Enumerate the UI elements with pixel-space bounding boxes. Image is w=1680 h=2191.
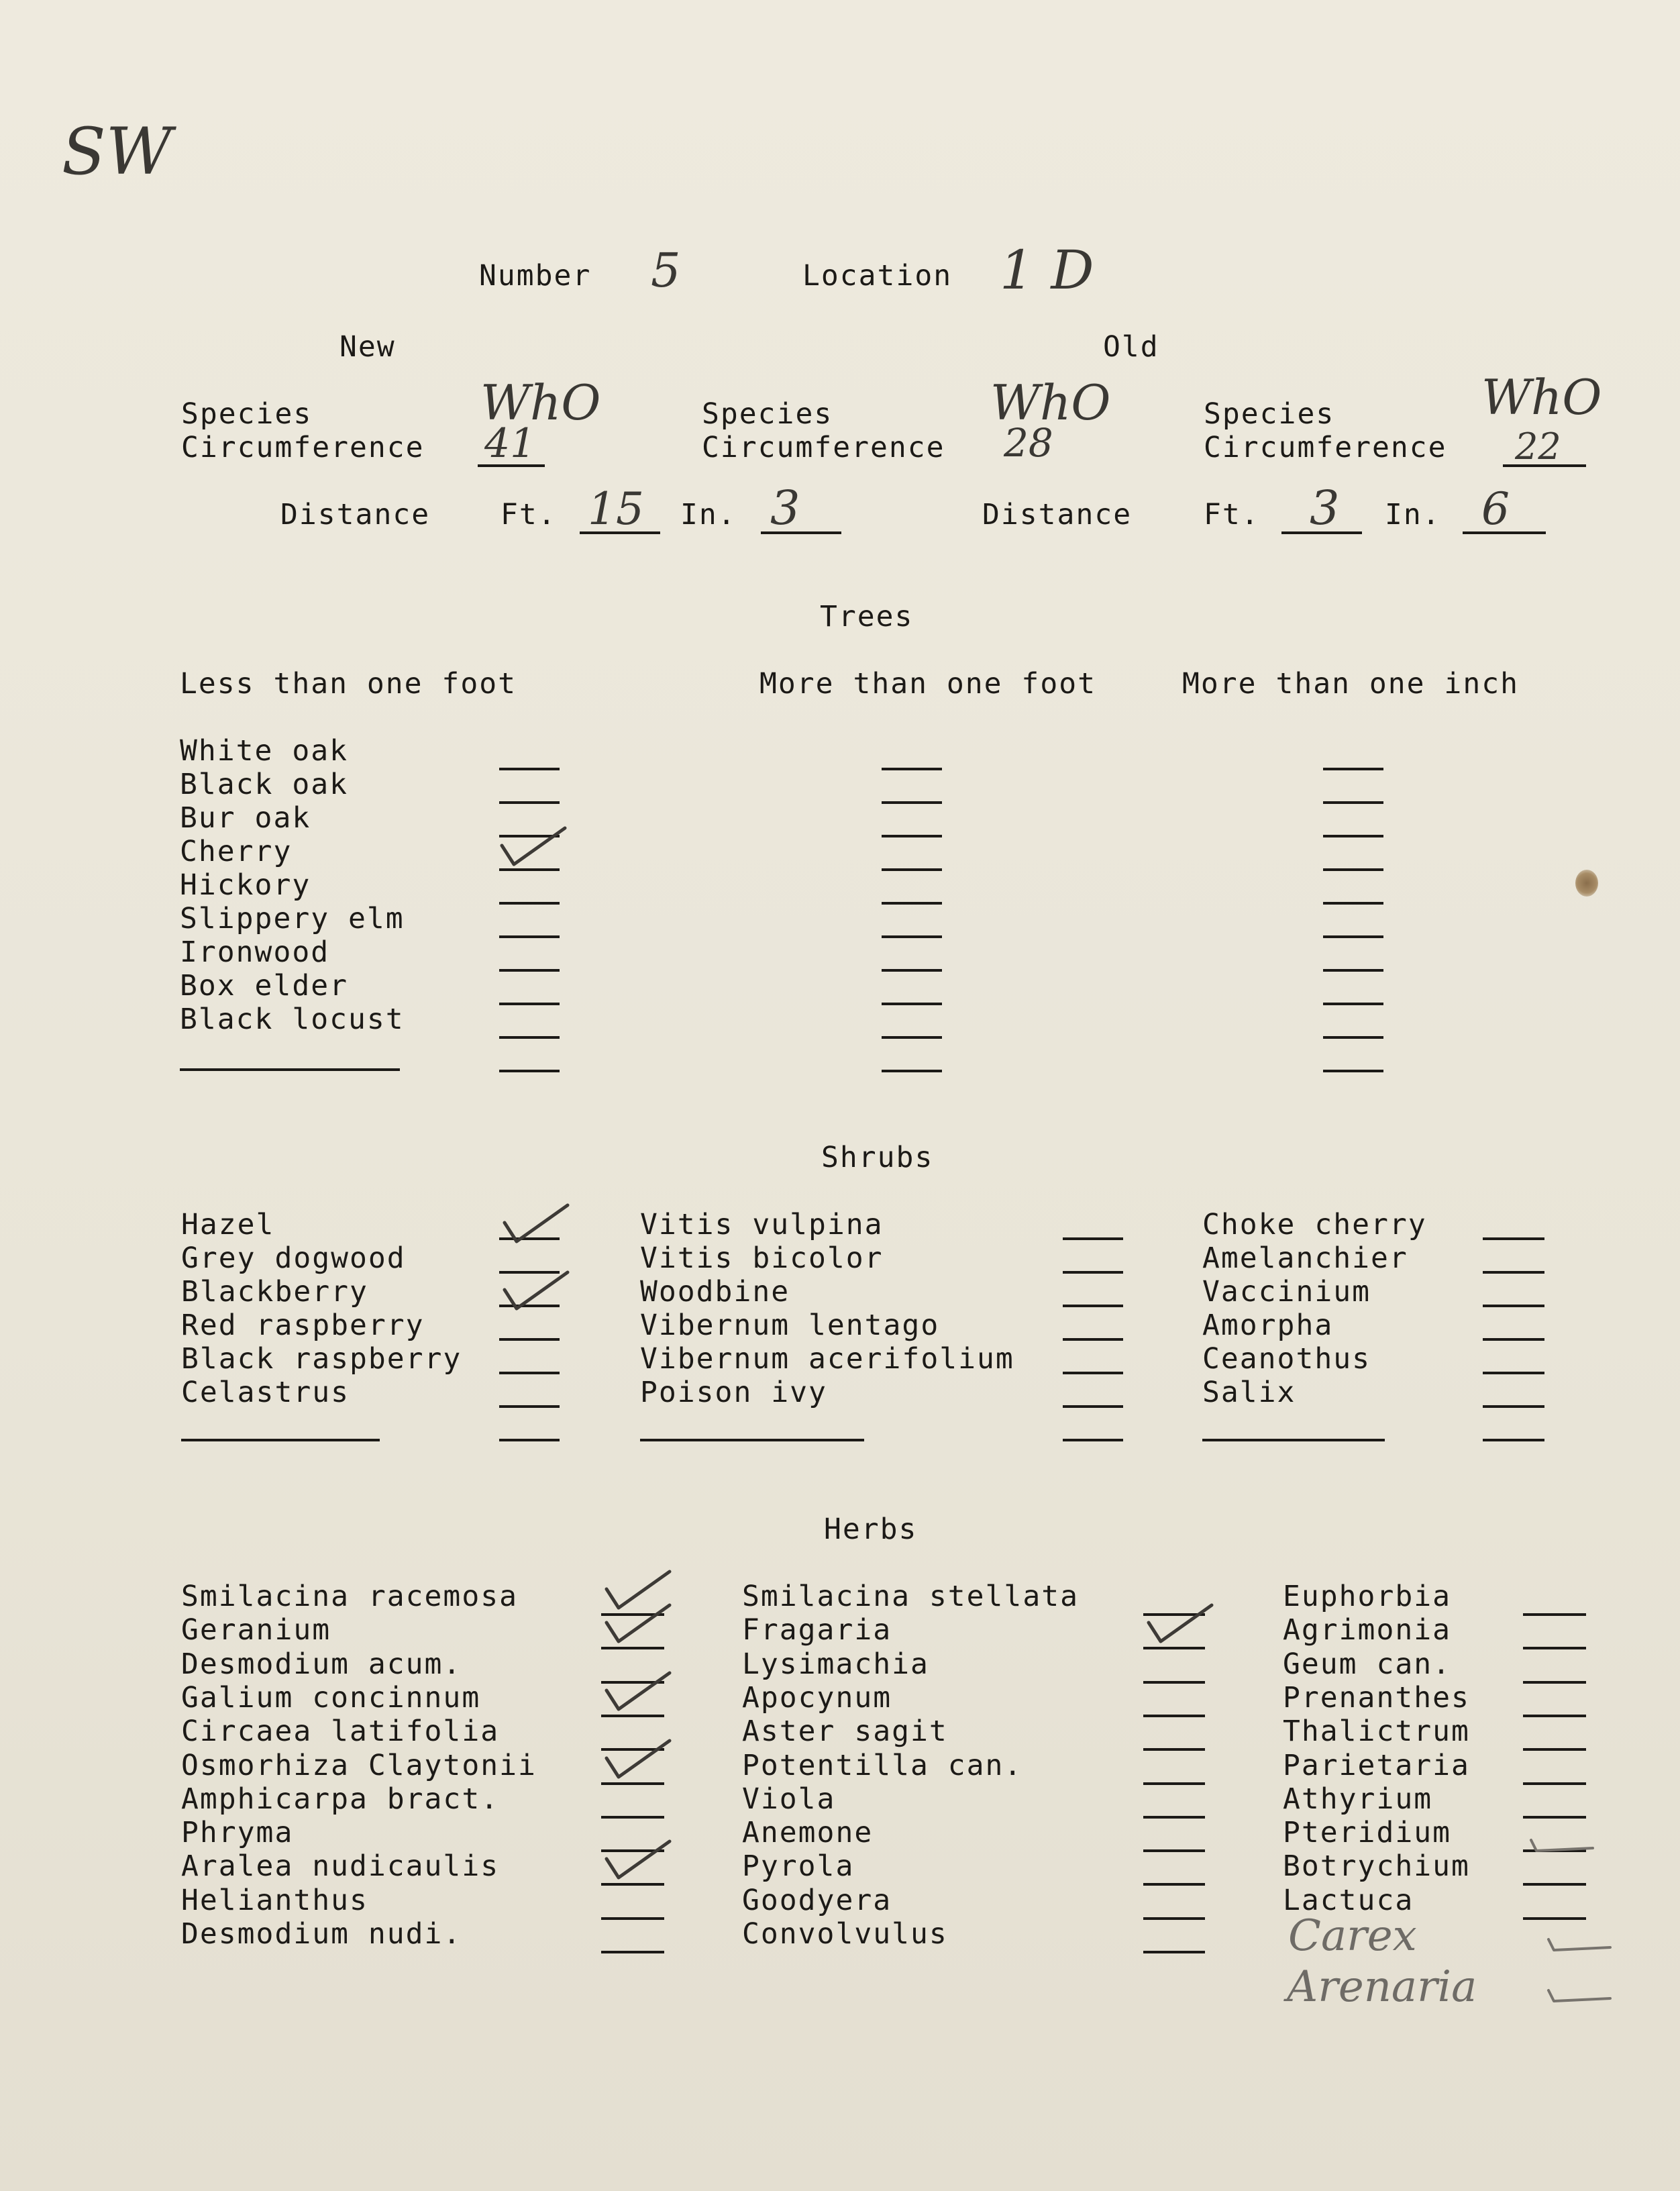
herb-name: Euphorbia	[1283, 1580, 1451, 1613]
trees-col-more-foot: More than one foot	[759, 667, 1096, 701]
shrub-name: Salix	[1202, 1376, 1296, 1409]
herb-name: Pyrola	[742, 1849, 855, 1883]
herb-blank-col2[interactable]	[1143, 1681, 1205, 1684]
shrub-name: Vitis vulpina	[640, 1208, 884, 1241]
herb-name: Athyrium	[1283, 1782, 1433, 1816]
herb-blank-col1[interactable]	[601, 1883, 664, 1886]
check-mark	[496, 823, 570, 870]
check-mark	[1526, 1808, 1599, 1855]
new-circumference-value[interactable]: 41	[484, 420, 536, 467]
herb-name: Desmodium acum.	[181, 1647, 462, 1681]
tree-name: White oak	[180, 734, 348, 768]
tree-name: Hickory	[180, 868, 311, 902]
tree-blank-more-foot[interactable]	[882, 935, 942, 938]
shrub-blank-col3[interactable]	[1483, 1338, 1544, 1341]
herb-name: Lactuca	[1283, 1884, 1414, 1917]
trees-blank-name-line	[180, 1068, 400, 1071]
shrub-blank-col3[interactable]	[1483, 1405, 1544, 1408]
herb-name: Phryma	[181, 1816, 294, 1849]
old-in-line	[1463, 531, 1546, 534]
check-mark	[601, 1600, 675, 1647]
shrub-name: Vibernum acerifolium	[640, 1342, 1014, 1376]
new-distance-label: Distance	[280, 498, 431, 531]
old2-circumference-line	[1503, 464, 1586, 467]
corner-note: SW	[62, 114, 172, 189]
shrub-name: Blackberry	[181, 1275, 368, 1309]
old-distance-label: Distance	[982, 498, 1133, 531]
tree-blank-less-foot[interactable]	[499, 768, 560, 770]
herb-blank-col2[interactable]	[1143, 1917, 1205, 1920]
herb-blank-col3[interactable]	[1523, 1748, 1586, 1751]
shrub-blank-col2[interactable]	[1063, 1372, 1123, 1374]
shrub-blank-col1[interactable]	[499, 1405, 560, 1408]
tree-blank-less-foot[interactable]	[499, 801, 560, 804]
herb-name: Desmodium nudi.	[181, 1917, 462, 1951]
tree-blank-less-foot[interactable]	[499, 1003, 560, 1005]
old-ft-label: Ft.	[1204, 498, 1260, 531]
shrub-name: Vitis bicolor	[640, 1241, 884, 1275]
shrub-name: Woodbine	[640, 1275, 790, 1309]
herb-name: Potentilla can.	[742, 1749, 1023, 1782]
herb-name: Anemone	[742, 1816, 874, 1849]
tree-blank-more-foot[interactable]	[882, 801, 942, 804]
shrubs-blank-name-line-2	[640, 1439, 864, 1441]
shrubs-title: Shrubs	[821, 1141, 934, 1174]
old1-species-label: Species	[702, 397, 833, 431]
shrub-name: Ceanothus	[1202, 1342, 1371, 1376]
shrub-name: Vibernum lentago	[640, 1309, 940, 1342]
shrub-blank-col2[interactable]	[1063, 1338, 1123, 1341]
herb-blank-col2[interactable]	[1143, 1816, 1205, 1819]
herb-blank-col3[interactable]	[1523, 1782, 1586, 1785]
old-ft-line	[1281, 531, 1362, 534]
herb-name: Prenanthes	[1283, 1681, 1470, 1715]
shrub-name: Celastrus	[181, 1376, 350, 1409]
herb-blank-col2[interactable]	[1143, 1782, 1205, 1785]
new-ft-value[interactable]: 15	[588, 483, 644, 535]
handwritten-herb-arenaria: Arenaria	[1287, 1962, 1477, 2012]
tree-blank-more-inch[interactable]	[1323, 1070, 1383, 1072]
herb-blank-col2[interactable]	[1143, 1849, 1205, 1852]
new-ft-line	[580, 531, 660, 534]
shrub-blank-col3[interactable]	[1483, 1271, 1544, 1274]
tree-blank-less-foot[interactable]	[499, 902, 560, 905]
tree-blank-less-foot[interactable]	[499, 1070, 560, 1072]
herb-name: Pteridium	[1283, 1816, 1451, 1849]
tree-blank-less-foot[interactable]	[499, 969, 560, 972]
old1-circumference-label: Circumference	[702, 431, 945, 464]
herb-name: Osmorhiza Claytonii	[181, 1749, 537, 1782]
shrub-blank-col3[interactable]	[1483, 1372, 1544, 1374]
paper-stain	[1575, 870, 1598, 897]
tree-blank-more-foot[interactable]	[882, 1003, 942, 1005]
herb-name: Fragaria	[742, 1613, 892, 1647]
shrub-blank-col2[interactable]	[1063, 1271, 1123, 1274]
number-label: Number	[479, 259, 592, 293]
tree-blank-more-inch[interactable]	[1323, 1036, 1383, 1039]
herb-blank-col1[interactable]	[601, 1782, 664, 1785]
tree-blank-more-inch[interactable]	[1323, 768, 1383, 770]
shrub-blank-col3[interactable]	[1483, 1305, 1544, 1307]
herb-name: Agrimonia	[1283, 1613, 1451, 1647]
check-mark	[499, 1200, 573, 1247]
tree-blank-more-foot[interactable]	[882, 768, 942, 770]
shrub-blank-col2[interactable]	[1063, 1237, 1123, 1240]
new-label: New	[339, 330, 396, 364]
shrub-name: Amelanchier	[1202, 1241, 1408, 1275]
tree-blank-more-inch[interactable]	[1323, 935, 1383, 938]
herb-name: Amphicarpa bract.	[181, 1782, 500, 1816]
tree-name: Box elder	[180, 969, 348, 1003]
herb-blank-col1[interactable]	[601, 1816, 664, 1819]
tree-blank-more-foot[interactable]	[882, 1036, 942, 1039]
check-mark	[601, 1668, 675, 1715]
herbs-title: Herbs	[824, 1513, 918, 1546]
tree-blank-more-inch[interactable]	[1323, 969, 1383, 972]
herb-name: Convolvulus	[742, 1917, 948, 1951]
herb-name: Viola	[742, 1782, 836, 1816]
old2-species-label: Species	[1204, 397, 1335, 431]
tree-blank-more-inch[interactable]	[1323, 801, 1383, 804]
check-mark	[601, 1735, 675, 1782]
herb-blank-col2[interactable]	[1143, 1748, 1205, 1751]
tree-blank-more-foot[interactable]	[882, 1070, 942, 1072]
tree-name: Bur oak	[180, 801, 311, 835]
tree-name: Black oak	[180, 768, 348, 801]
shrub-blank-col3[interactable]	[1483, 1237, 1544, 1240]
check-mark	[499, 1267, 573, 1314]
herb-blank-col2[interactable]	[1143, 1951, 1205, 1953]
old-ft-value[interactable]: 3	[1310, 480, 1340, 536]
trees-title: Trees	[820, 600, 914, 633]
shrub-name: Hazel	[181, 1208, 275, 1241]
tree-blank-more-foot[interactable]	[882, 868, 942, 871]
tree-blank-more-inch[interactable]	[1323, 1003, 1383, 1005]
herb-name: Aralea nudicaulis	[181, 1849, 500, 1883]
herb-blank-col1[interactable]	[601, 1951, 664, 1953]
tree-blank-more-inch[interactable]	[1323, 902, 1383, 905]
new-ft-label: Ft.	[501, 498, 557, 531]
shrub-blank-col1[interactable]	[499, 1372, 560, 1374]
herb-name: Geum can.	[1283, 1647, 1451, 1681]
herb-blank-col2[interactable]	[1143, 1647, 1205, 1649]
tree-name: Slippery elm	[180, 902, 405, 935]
tree-blank-more-foot[interactable]	[882, 902, 942, 905]
old-in-label: In.	[1385, 498, 1441, 531]
number-value[interactable]: 5	[651, 243, 681, 298]
herb-blank-col2[interactable]	[1143, 1883, 1205, 1886]
shrub-blank-col1[interactable]	[499, 1439, 560, 1441]
old2-circumference-value[interactable]: 22	[1515, 425, 1561, 468]
herb-name: Circaea latifolia	[181, 1715, 500, 1748]
shrub-blank-col2[interactable]	[1063, 1305, 1123, 1307]
new-species-label: Species	[181, 397, 313, 431]
herb-blank-col3[interactable]	[1523, 1681, 1586, 1684]
shrub-name: Grey dogwood	[181, 1241, 406, 1275]
old-label: Old	[1103, 330, 1159, 364]
tree-blank-less-foot[interactable]	[499, 935, 560, 938]
check-mark	[1143, 1600, 1217, 1647]
herb-name: Botrychium	[1283, 1849, 1470, 1883]
trees-col-more-inch: More than one inch	[1182, 667, 1519, 701]
herb-name: Aster sagit	[742, 1715, 948, 1748]
tree-name: Black locust	[180, 1003, 405, 1036]
check-mark	[1543, 1907, 1617, 1954]
shrub-name: Red raspberry	[181, 1309, 425, 1342]
old2-species-value[interactable]: WhO	[1481, 369, 1602, 425]
herb-blank-col3[interactable]	[1523, 1715, 1586, 1717]
herb-blank-col3[interactable]	[1523, 1883, 1586, 1886]
trees-col-less-foot: Less than one foot	[180, 667, 517, 701]
old2-circumference-label: Circumference	[1204, 431, 1447, 464]
herb-name: Smilacina racemosa	[181, 1580, 518, 1613]
new-circumference-line	[478, 464, 545, 467]
shrubs-blank-name-line-1	[181, 1439, 380, 1441]
shrub-blank-col2[interactable]	[1063, 1405, 1123, 1408]
shrubs-blank-name-line-3	[1202, 1439, 1385, 1441]
herb-name: Lysimachia	[742, 1647, 929, 1681]
tree-blank-more-foot[interactable]	[882, 969, 942, 972]
new-in-line	[761, 531, 841, 534]
herb-blank-col2[interactable]	[1143, 1715, 1205, 1717]
herb-name: Goodyera	[742, 1884, 892, 1917]
handwritten-herb-carex: Carex	[1288, 1911, 1417, 1961]
new-species-value[interactable]: WhO	[480, 374, 601, 431]
tree-name: Cherry	[180, 835, 293, 868]
shrub-name: Black raspberry	[181, 1342, 462, 1376]
tree-blank-less-foot[interactable]	[499, 1036, 560, 1039]
herb-name: Smilacina stellata	[742, 1580, 1079, 1613]
herb-name: Parietaria	[1283, 1749, 1470, 1782]
check-mark	[1543, 1958, 1617, 2005]
shrub-name: Amorpha	[1202, 1309, 1334, 1342]
herb-blank-col3[interactable]	[1523, 1613, 1586, 1616]
check-mark	[601, 1836, 675, 1883]
herb-name: Galium concinnum	[181, 1681, 481, 1715]
shrub-name: Choke cherry	[1202, 1208, 1427, 1241]
herb-blank-col3[interactable]	[1523, 1647, 1586, 1649]
herb-name: Apocynum	[742, 1681, 892, 1715]
shrub-blank-col1[interactable]	[499, 1338, 560, 1341]
shrub-blank-col2[interactable]	[1063, 1439, 1123, 1441]
herb-blank-col1[interactable]	[601, 1917, 664, 1920]
new-circumference-label: Circumference	[181, 431, 425, 464]
tree-blank-more-foot[interactable]	[882, 835, 942, 837]
tree-name: Ironwood	[180, 935, 330, 969]
tree-blank-more-inch[interactable]	[1323, 868, 1383, 871]
shrub-name: Vaccinium	[1202, 1275, 1371, 1309]
location-label: Location	[802, 259, 953, 293]
new-in-value[interactable]: 3	[770, 480, 800, 536]
old-in-value[interactable]: 6	[1481, 483, 1510, 535]
herb-name: Thalictrum	[1283, 1715, 1470, 1748]
old1-circumference-value[interactable]: 28	[1004, 420, 1053, 466]
location-value[interactable]: 1 D	[1000, 239, 1094, 301]
shrub-blank-col3[interactable]	[1483, 1439, 1544, 1441]
tree-blank-more-inch[interactable]	[1323, 835, 1383, 837]
herb-blank-col1[interactable]	[601, 1715, 664, 1717]
herb-blank-col1[interactable]	[601, 1647, 664, 1649]
new-in-label: In.	[680, 498, 737, 531]
herb-name: Helianthus	[181, 1884, 368, 1917]
old1-species-value[interactable]: WhO	[990, 374, 1111, 431]
herb-name: Geranium	[181, 1613, 331, 1647]
shrub-name: Poison ivy	[640, 1376, 827, 1409]
